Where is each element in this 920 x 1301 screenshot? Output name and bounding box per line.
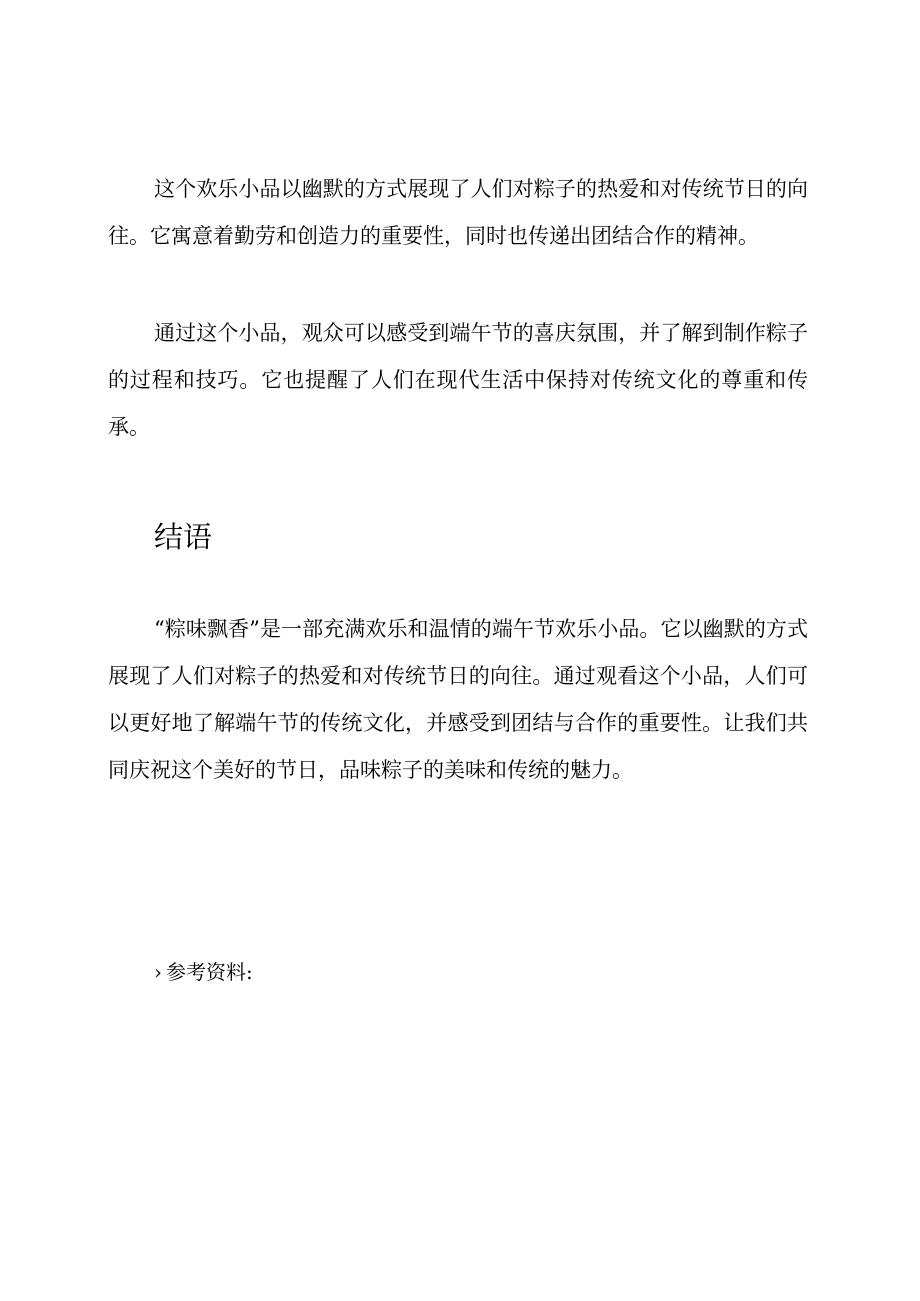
references-label: 参考资料:: [166, 960, 253, 984]
body-paragraph-2: 通过这个小品，观众可以感受到端午节的喜庆氛围，并了解到制作粽子的过程和技巧。它也提醒了人们在现代生活中保持对传统文化的尊重和传承。: [108, 321, 808, 439]
section-heading-conclusion: 结语: [154, 520, 213, 554]
references-section: [154, 952, 253, 992]
conclusion-paragraph: “粽味飘香”是一部充满欢乐和温情的端午节欢乐小品。它以幽默的方式展现了人们对粽子的热爱和对传统节日的向往。通过观看这个小品，人们可以更好地了解端午节的传统文化，并感受到团结与合作的重要性。让我们共同庆祝这个美好的节日，品味粽子的美味和传统的魅力。: [108, 617, 808, 782]
chevron-right-icon: ›: [154, 960, 162, 984]
body-paragraph-1: 这个欢乐小品以幽默的方式展现了人们对粽子的热爱和对传统节日的向往。它寓意着勤劳和创造力的重要性，同时也传递出团结合作的精神。: [108, 177, 808, 248]
